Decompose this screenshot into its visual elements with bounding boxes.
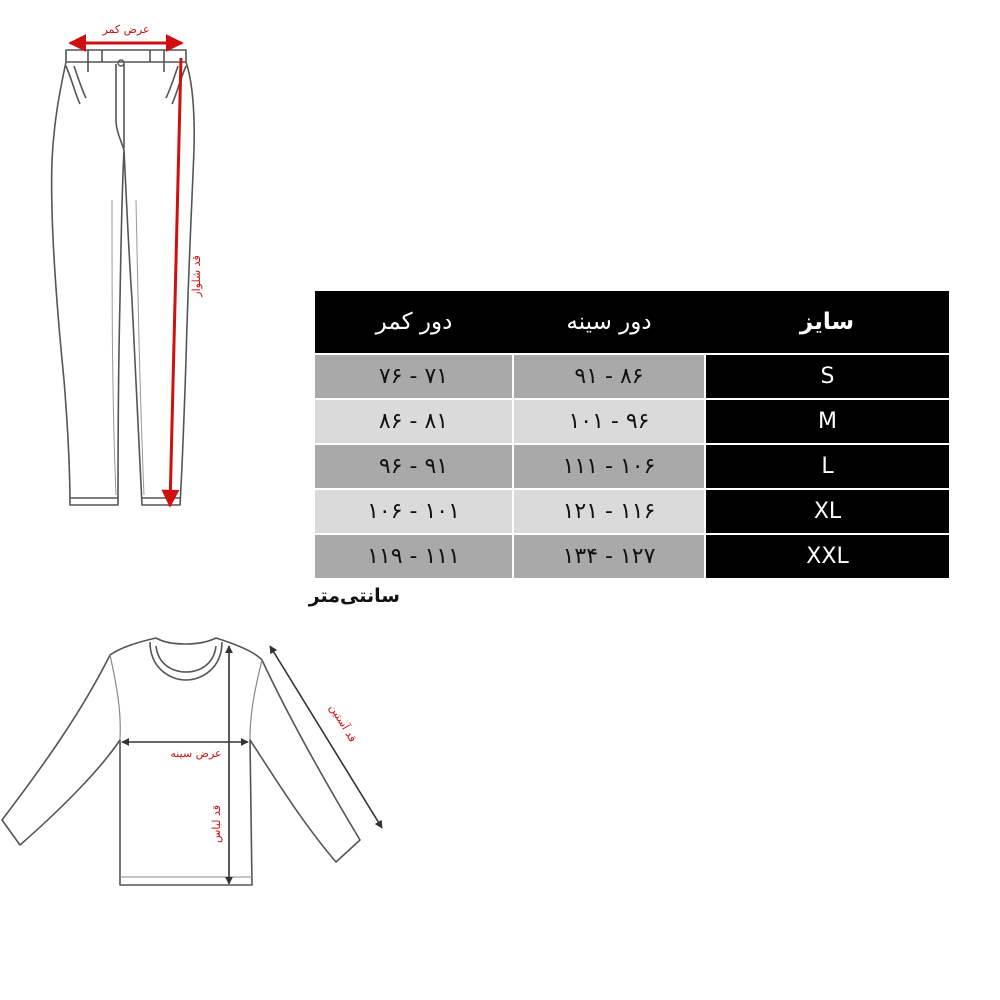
table-header-row	[315, 291, 949, 354]
size-table	[315, 291, 949, 578]
waist-cell: ۷۶ - ۷۱	[315, 354, 513, 399]
header-chest: دور سینه	[513, 291, 705, 354]
chest-cell: ۹۱ - ۸۶	[513, 354, 705, 399]
sleeve-length-label: قد آستین	[326, 701, 360, 745]
waist-cell: ۸۶ - ۸۱	[315, 399, 513, 444]
table-row	[315, 354, 949, 399]
table-row	[315, 444, 949, 489]
header-size: سایز	[705, 291, 949, 354]
chest-width-label: عرض سینه	[170, 747, 222, 760]
size-cell: S	[705, 354, 949, 399]
chest-cell: ۱۰۱ - ۹۶	[513, 399, 705, 444]
table-row	[315, 534, 949, 578]
chest-cell: ۱۳۴ - ۱۲۷	[513, 534, 705, 578]
size-cell: L	[705, 444, 949, 489]
waist-cell: ۱۱۹ - ۱۱۱	[315, 534, 513, 578]
size-cell: XXL	[705, 534, 949, 578]
size-cell: XL	[705, 489, 949, 534]
sleeve-length-arrow	[270, 646, 382, 828]
waist-cell: ۹۶ - ۹۱	[315, 444, 513, 489]
waist-width-label: عرض کمر	[102, 23, 150, 36]
chest-cell: ۱۲۱ - ۱۱۶	[513, 489, 705, 534]
unit-label: سانتی‌متر	[308, 585, 400, 607]
size-cell: M	[705, 399, 949, 444]
shirt-length-label: قد لباس	[210, 805, 223, 843]
table-row	[315, 489, 949, 534]
header-waist: دور کمر	[315, 291, 513, 354]
chest-cell: ۱۱۱ - ۱۰۶	[513, 444, 705, 489]
pants-length-label: قد شلوار	[190, 255, 203, 297]
table-row	[315, 399, 949, 444]
shirt-outline	[2, 638, 360, 885]
waist-cell: ۱۰۶ - ۱۰۱	[315, 489, 513, 534]
